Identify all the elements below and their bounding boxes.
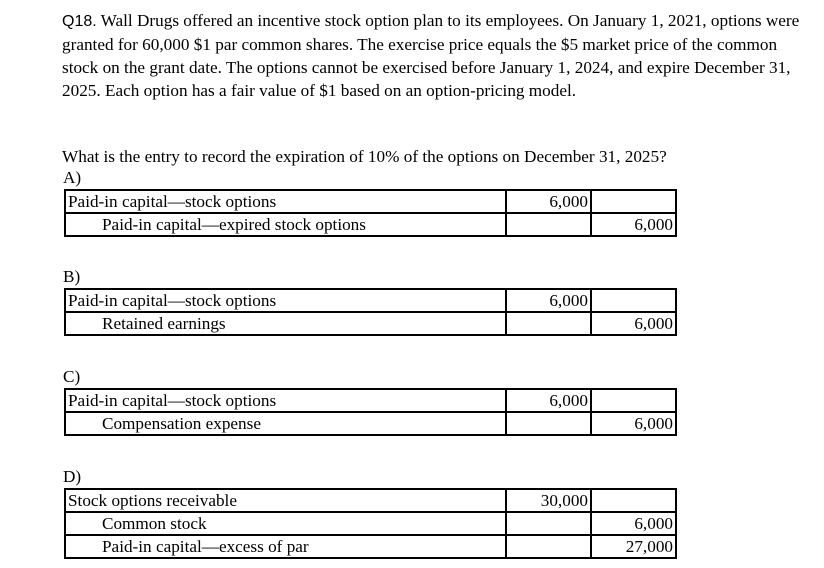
account-name: Compensation expense bbox=[65, 412, 506, 435]
debit-amount: 6,000 bbox=[506, 389, 591, 412]
journal-row bbox=[65, 412, 676, 435]
credit-amount bbox=[591, 190, 676, 213]
credit-amount: 6,000 bbox=[591, 312, 676, 335]
credit-amount: 6,000 bbox=[591, 512, 676, 535]
debit-amount bbox=[506, 213, 591, 236]
account-name: Paid-in capital—expired stock options bbox=[65, 213, 506, 236]
credit-amount bbox=[591, 389, 676, 412]
debit-amount bbox=[506, 412, 591, 435]
option-c-letter[interactable]: C) bbox=[63, 367, 81, 386]
credit-amount bbox=[591, 289, 676, 312]
credit-amount bbox=[591, 489, 676, 512]
journal-row bbox=[65, 312, 676, 335]
account-name: Retained earnings bbox=[65, 312, 506, 335]
question-body: Wall Drugs offered an incentive stock option plan to its employees. On January 1, 2021, options were granted for 60,000 $1 par common shares. The exercise price equals the $5 market price of the common stock on the grant date. The options cannot be exercised before January 1, 2024, and expire December 31, 2025. Each option has a fair value of $1 based on an option-pricing model. bbox=[62, 11, 800, 100]
journal-row bbox=[65, 489, 676, 512]
debit-amount bbox=[506, 312, 591, 335]
account-name: Common stock bbox=[65, 512, 506, 535]
question-number: Q18. bbox=[62, 13, 97, 30]
debit-amount bbox=[506, 512, 591, 535]
debit-amount: 30,000 bbox=[506, 489, 591, 512]
journal-row bbox=[65, 190, 676, 213]
option-a-journal-entry bbox=[64, 189, 677, 237]
account-name: Paid-in capital—stock options bbox=[65, 289, 506, 312]
question-text bbox=[62, 9, 810, 102]
account-name: Paid-in capital—stock options bbox=[65, 389, 506, 412]
account-name: Paid-in capital—excess of par bbox=[65, 535, 506, 558]
journal-row bbox=[65, 389, 676, 412]
credit-amount: 27,000 bbox=[591, 535, 676, 558]
option-c-journal-entry bbox=[64, 388, 677, 436]
debit-amount: 6,000 bbox=[506, 289, 591, 312]
journal-row bbox=[65, 289, 676, 312]
account-name: Stock options receivable bbox=[65, 489, 506, 512]
option-b-journal-entry bbox=[64, 288, 677, 336]
credit-amount: 6,000 bbox=[591, 412, 676, 435]
credit-amount: 6,000 bbox=[591, 213, 676, 236]
journal-row bbox=[65, 512, 676, 535]
option-a-letter[interactable]: A) bbox=[63, 168, 82, 187]
journal-row bbox=[65, 535, 676, 558]
option-d-letter[interactable]: D) bbox=[63, 467, 82, 486]
option-b-letter[interactable]: B) bbox=[63, 267, 81, 286]
question-prompt: What is the entry to record the expiration of 10% of the options on December 31, 2025? bbox=[62, 147, 667, 166]
account-name: Paid-in capital—stock options bbox=[65, 190, 506, 213]
option-d-journal-entry bbox=[64, 488, 677, 559]
journal-row bbox=[65, 213, 676, 236]
debit-amount bbox=[506, 535, 591, 558]
debit-amount: 6,000 bbox=[506, 190, 591, 213]
